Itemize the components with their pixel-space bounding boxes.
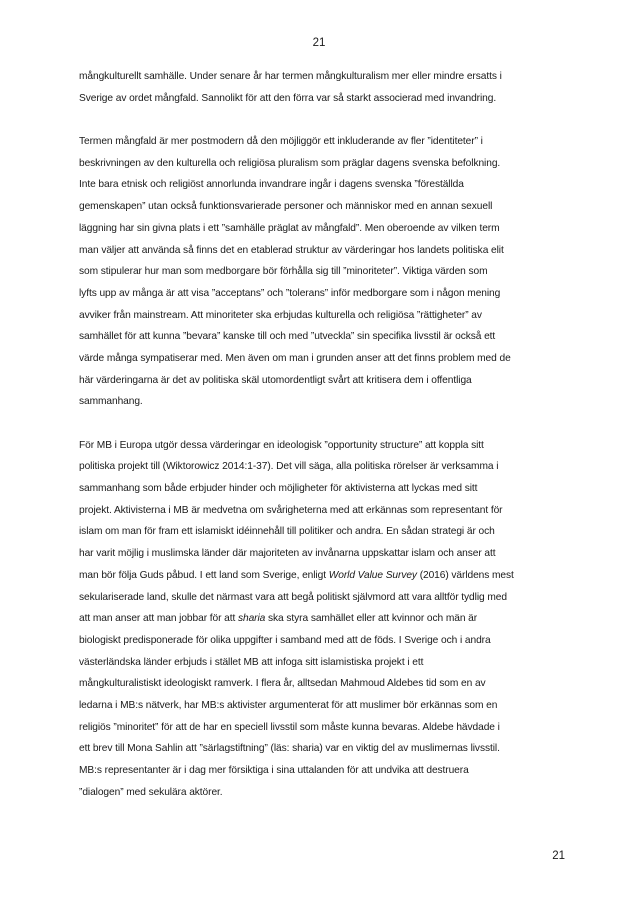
italic-term: sharia [238,613,266,625]
paragraph-gap [79,109,562,131]
text-line: sammanhang som både erbjuder hinder och möjligheter för aktivisterna att lyckas med sitt [79,483,478,495]
text-line: läggning har sin givna plats i ett ”samhälle präglat av mångfald”. Men oberoende av vilken term [79,222,500,234]
text-line: värde många sympatiserar med. Men även om man i grunden anser att det finns problem med de [79,352,511,364]
text-line: Inte bara etnisk och religiöst annorlunda invandrare ingår i dagens svenska ”föreställda [79,179,464,191]
text-line: att man anser att man jobbar för att sharia ska styra samhället eller att kvinnor och män är [79,613,478,625]
text-line: man bör följa Guds påbud. I ett land som Sverige, enligt World Value Survey (2016) världens mest [79,569,514,581]
text-line: religiös ”minoritet” för att de har en speciell livsstil som måste kunna bevaras. Aldebe hävdade i [79,721,500,733]
text-line: sammanhang. [79,396,143,408]
text-line: som stipulerar hur man som medborgare bör förhålla sig till ”minoriteter”. Viktiga värden som [79,266,488,278]
text-line: man väljer att använda så finns det en etablerad struktur av värderingar hos landets politiska elit [79,244,504,256]
text-line: För MB i Europa utgör dessa värderingar en ideologisk ”opportunity structure” att koppla sitt [79,439,484,451]
text-line: har varit möjlig i muslimska länder där majoriteten av invånarna uppskattar islam och anser att [79,548,496,560]
text-line: avviker från mainstream. Att minoriteter ska erbjudas kulturella och religiösa ”rättigheter” av [79,309,482,321]
text-line: ledarna i MB:s nätverk, har MB:s aktivister argumenterat för att muslimer bör erkännas som en [79,699,498,711]
text-line: sekulariserade land, skulle det närmast vara att begå politiskt självmord att vara alltför tydlig med [79,591,507,603]
text-line: Sverige av ordet mångfald. Sannolikt för att den förra var så starkt associerad med invandring. [79,92,497,104]
text-line: projekt. Aktivisterna i MB är medvetna om svårigheterna med att erkännas som representant för [79,504,503,516]
text-line: mångkulturalistiskt ideologiskt ramverk. I flera år, alltsedan Mahmoud Aldebes tid som en av [79,678,486,690]
text-line: västerländska länder erbjuds i stället MB att infoga sitt islamistiska projekt i ett [79,656,424,668]
text-line: ett brev till Mona Sahlin att ”särlagstiftning” (läs: sharia) var en viktig del av muslimernas livsstil. [79,743,500,755]
text-line: mångkulturellt samhälle. Under senare år har termen mångkulturalism mer eller mindre ersatts i [79,71,502,82]
text-line: biologiskt predisponerade för olika uppgifter i samband med att de föds. I Sverige och i andra [79,634,491,646]
italic-term: World Value Survey [328,569,417,581]
paragraph-gap [79,413,562,435]
page-number-bottom: 21 [552,850,565,862]
text-line: politiska projekt till (Wiktorowicz 2014:1-37). Det vill säga, alla politiska rörelser är verksamma i [79,461,499,473]
text-line: här värderingarna är det av politiska skäl utomordentligt svårt att kritisera dem i offentliga [79,374,472,386]
page-number-top: 21 [312,37,326,49]
text-line: lyfts upp av många är att visa ”acceptans” och ”tolerans” inför medborgare som i någon mening [79,287,501,299]
text-line: Termen mångfald är mer postmodern då den möjliggör ett inkluderande av fler ”identiteter” i [79,136,483,148]
body-text [79,66,562,803]
text-line: gemenskapen” utan också funktionsvarierade personer och människor med en annan sexuell [79,201,493,213]
text-line: beskrivningen av den kulturella och religiösa pluralism som präglar dagens svenska befolkning. [79,157,501,169]
text-line: islam om man för fram ett islamiskt idéinnehåll till politiker och andra. En sådan strategi är och [79,526,495,538]
text-line: samhället för att kunna ”bevara” kanske till och med ”utveckla” sin specifika livsstil är också ett [79,331,496,343]
text-line: ”dialogen” med sekulära aktörer. [79,786,223,798]
text-line: MB:s representanter är i dag mer försiktiga i sina uttalanden för att undvika att destruera [79,765,469,776]
